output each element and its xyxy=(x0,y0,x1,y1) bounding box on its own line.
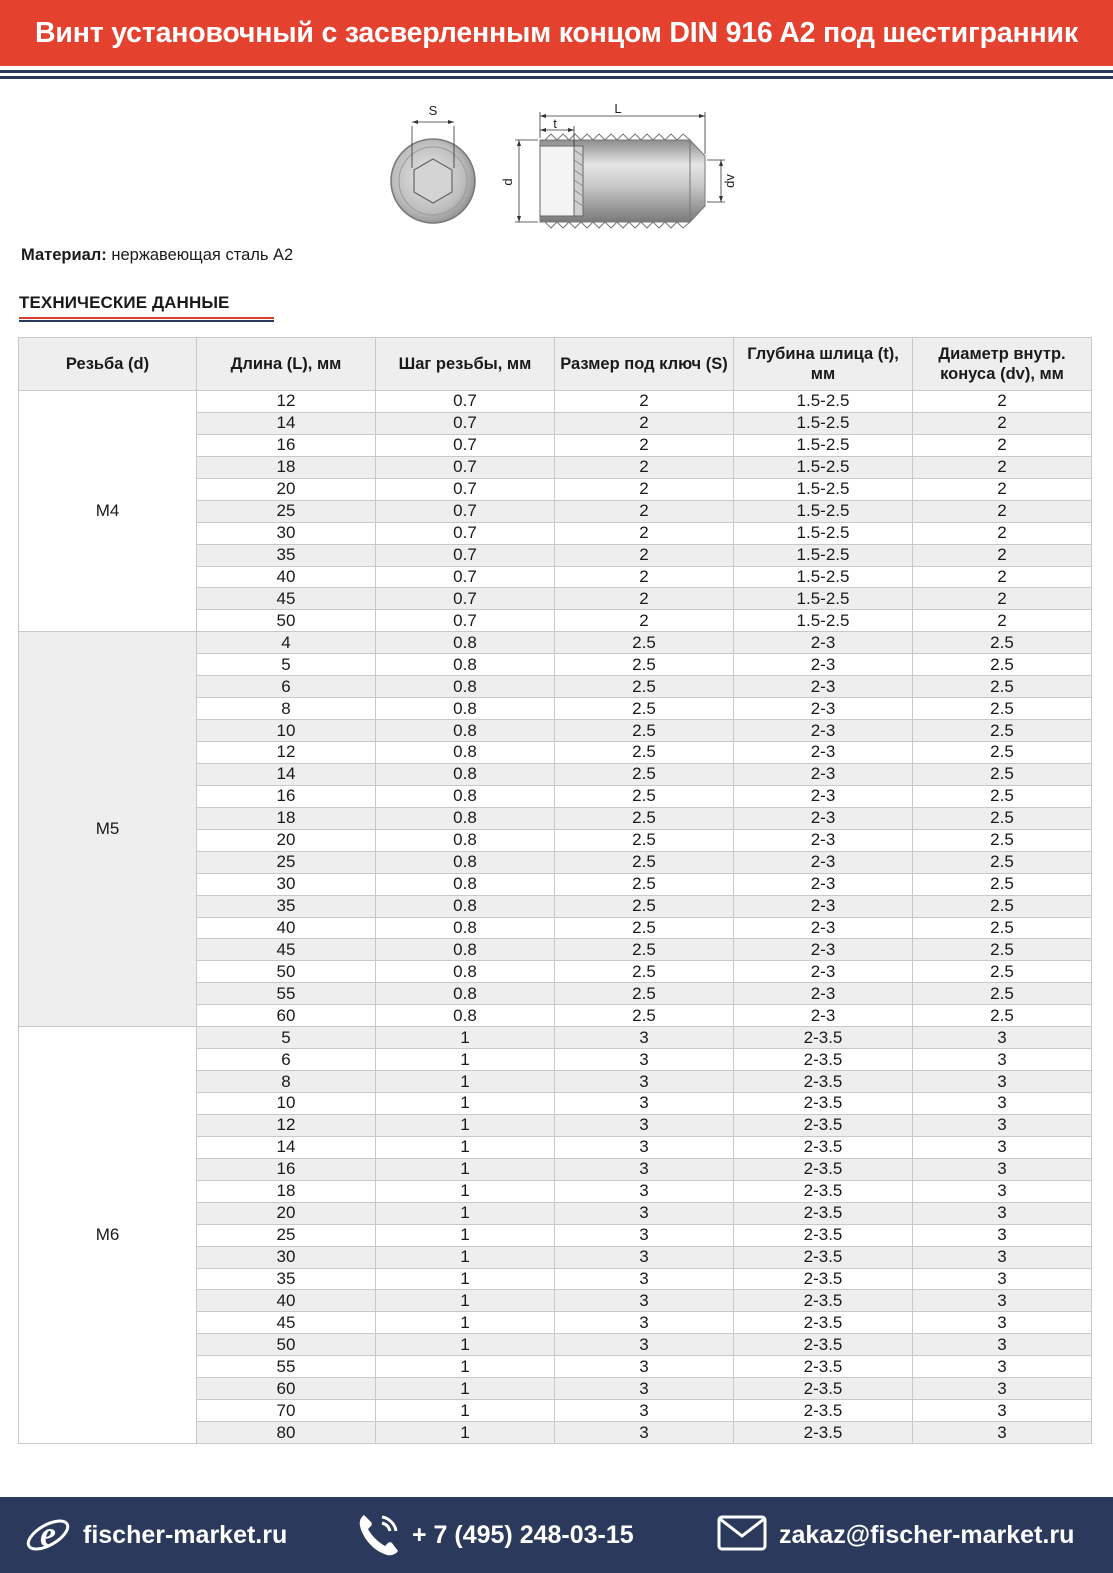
length-cell: 5 xyxy=(197,654,376,676)
length-cell: 25 xyxy=(197,1224,376,1246)
pitch-cell: 1 xyxy=(376,1093,555,1115)
pitch-cell: 0.7 xyxy=(376,610,555,632)
length-cell: 70 xyxy=(197,1400,376,1422)
slot-depth-cell: 2-3 xyxy=(734,851,913,873)
drawing-label-t: t xyxy=(553,116,557,131)
length-cell: 18 xyxy=(197,807,376,829)
cone-diameter-cell: 2.5 xyxy=(913,807,1092,829)
pitch-cell: 1 xyxy=(376,1114,555,1136)
cone-diameter-cell: 2.5 xyxy=(913,939,1092,961)
length-cell: 30 xyxy=(197,873,376,895)
header-stripe xyxy=(0,76,1113,79)
key-size-cell: 3 xyxy=(555,1136,734,1158)
phone-icon xyxy=(356,1511,402,1559)
length-cell: 12 xyxy=(197,391,376,413)
cone-diameter-cell: 3 xyxy=(913,1158,1092,1180)
length-cell: 10 xyxy=(197,1093,376,1115)
material-value: нержавеющая сталь А2 xyxy=(111,246,294,264)
slot-depth-cell: 2-3.5 xyxy=(734,1202,913,1224)
key-size-cell: 3 xyxy=(555,1027,734,1049)
pitch-cell: 0.8 xyxy=(376,785,555,807)
length-cell: 40 xyxy=(197,566,376,588)
pitch-cell: 1 xyxy=(376,1202,555,1224)
pitch-cell: 0.7 xyxy=(376,566,555,588)
slot-depth-cell: 2-3 xyxy=(734,763,913,785)
length-cell: 6 xyxy=(197,676,376,698)
cone-diameter-cell: 2 xyxy=(913,478,1092,500)
slot-depth-cell: 2-3.5 xyxy=(734,1422,913,1444)
pitch-cell: 0.8 xyxy=(376,829,555,851)
length-cell: 12 xyxy=(197,1114,376,1136)
key-size-cell: 3 xyxy=(555,1312,734,1334)
length-cell: 20 xyxy=(197,829,376,851)
slot-depth-cell: 2-3.5 xyxy=(734,1268,913,1290)
slot-depth-cell: 2-3.5 xyxy=(734,1114,913,1136)
pitch-cell: 0.8 xyxy=(376,632,555,654)
slot-depth-cell: 1.5-2.5 xyxy=(734,434,913,456)
table-row xyxy=(19,391,1092,413)
header-cone-diameter: Диаметр внутр. конуса (dv), мм xyxy=(913,338,1092,391)
slot-depth-cell: 2-3 xyxy=(734,676,913,698)
length-cell: 14 xyxy=(197,763,376,785)
cone-diameter-cell: 3 xyxy=(913,1334,1092,1356)
key-size-cell: 2 xyxy=(555,610,734,632)
cone-diameter-cell: 3 xyxy=(913,1136,1092,1158)
cone-diameter-cell: 2.5 xyxy=(913,1005,1092,1027)
pitch-cell: 0.8 xyxy=(376,807,555,829)
pitch-cell: 0.8 xyxy=(376,676,555,698)
pitch-cell: 0.7 xyxy=(376,412,555,434)
slot-depth-cell: 2-3.5 xyxy=(734,1224,913,1246)
cone-diameter-cell: 2 xyxy=(913,544,1092,566)
key-size-cell: 2 xyxy=(555,412,734,434)
material-label: Материал: xyxy=(21,246,107,264)
key-size-cell: 2.5 xyxy=(555,829,734,851)
length-cell: 20 xyxy=(197,1202,376,1224)
slot-depth-cell: 2-3.5 xyxy=(734,1093,913,1115)
pitch-cell: 0.8 xyxy=(376,917,555,939)
pitch-cell: 0.8 xyxy=(376,983,555,1005)
slot-depth-cell: 2-3 xyxy=(734,961,913,983)
cone-diameter-cell: 2.5 xyxy=(913,917,1092,939)
pitch-cell: 1 xyxy=(376,1312,555,1334)
slot-depth-cell: 2-3 xyxy=(734,742,913,764)
key-size-cell: 2.5 xyxy=(555,851,734,873)
key-size-cell: 2 xyxy=(555,566,734,588)
length-cell: 14 xyxy=(197,1136,376,1158)
slot-depth-cell: 2-3.5 xyxy=(734,1400,913,1422)
pitch-cell: 1 xyxy=(376,1400,555,1422)
slot-depth-cell: 2-3.5 xyxy=(734,1071,913,1093)
thread-size-cell: М6 xyxy=(19,1027,197,1444)
pitch-cell: 1 xyxy=(376,1224,555,1246)
key-size-cell: 3 xyxy=(555,1268,734,1290)
key-size-cell: 2.5 xyxy=(555,807,734,829)
length-cell: 8 xyxy=(197,1071,376,1093)
cone-diameter-cell: 2 xyxy=(913,391,1092,413)
slot-depth-cell: 2-3 xyxy=(734,983,913,1005)
length-cell: 50 xyxy=(197,1334,376,1356)
length-cell: 55 xyxy=(197,1356,376,1378)
pitch-cell: 1 xyxy=(376,1356,555,1378)
length-cell: 35 xyxy=(197,895,376,917)
pitch-cell: 0.7 xyxy=(376,588,555,610)
pitch-cell: 0.8 xyxy=(376,873,555,895)
length-cell: 60 xyxy=(197,1378,376,1400)
length-cell: 40 xyxy=(197,1290,376,1312)
cone-diameter-cell: 3 xyxy=(913,1378,1092,1400)
length-cell: 4 xyxy=(197,632,376,654)
slot-depth-cell: 2-3.5 xyxy=(734,1356,913,1378)
table-header-row xyxy=(19,338,1092,391)
length-cell: 14 xyxy=(197,412,376,434)
header-slot-depth: Глубина шлица (t), мм xyxy=(734,338,913,391)
cone-diameter-cell: 3 xyxy=(913,1071,1092,1093)
cone-diameter-cell: 3 xyxy=(913,1246,1092,1268)
length-cell: 35 xyxy=(197,1268,376,1290)
pitch-cell: 0.8 xyxy=(376,654,555,676)
slot-depth-cell: 2-3 xyxy=(734,873,913,895)
key-size-cell: 2.5 xyxy=(555,632,734,654)
cone-diameter-cell: 2 xyxy=(913,610,1092,632)
pitch-cell: 0.7 xyxy=(376,391,555,413)
key-size-cell: 3 xyxy=(555,1180,734,1202)
key-size-cell: 3 xyxy=(555,1246,734,1268)
key-size-cell: 2.5 xyxy=(555,654,734,676)
slot-depth-cell: 1.5-2.5 xyxy=(734,610,913,632)
pitch-cell: 0.7 xyxy=(376,478,555,500)
pitch-cell: 1 xyxy=(376,1049,555,1071)
key-size-cell: 3 xyxy=(555,1049,734,1071)
svg-text:e: e xyxy=(40,1514,56,1554)
table-body xyxy=(19,391,1092,1444)
length-cell: 35 xyxy=(197,544,376,566)
key-size-cell: 2 xyxy=(555,522,734,544)
cone-diameter-cell: 3 xyxy=(913,1312,1092,1334)
cone-diameter-cell: 2.5 xyxy=(913,873,1092,895)
cone-diameter-cell: 2 xyxy=(913,522,1092,544)
pitch-cell: 1 xyxy=(376,1290,555,1312)
slot-depth-cell: 1.5-2.5 xyxy=(734,478,913,500)
slot-depth-cell: 2-3 xyxy=(734,720,913,742)
length-cell: 25 xyxy=(197,851,376,873)
pitch-cell: 1 xyxy=(376,1422,555,1444)
end-view xyxy=(391,103,475,223)
pitch-cell: 0.7 xyxy=(376,522,555,544)
slot-depth-cell: 1.5-2.5 xyxy=(734,544,913,566)
cone-diameter-cell: 2.5 xyxy=(913,676,1092,698)
screw-drawing xyxy=(385,98,745,233)
slot-depth-cell: 2-3.5 xyxy=(734,1136,913,1158)
pitch-cell: 1 xyxy=(376,1268,555,1290)
cone-diameter-cell: 2.5 xyxy=(913,851,1092,873)
slot-depth-cell: 1.5-2.5 xyxy=(734,391,913,413)
pitch-cell: 0.8 xyxy=(376,1005,555,1027)
slot-depth-cell: 1.5-2.5 xyxy=(734,456,913,478)
key-size-cell: 2.5 xyxy=(555,785,734,807)
pitch-cell: 0.8 xyxy=(376,961,555,983)
cone-diameter-cell: 2.5 xyxy=(913,632,1092,654)
length-cell: 18 xyxy=(197,456,376,478)
slot-depth-cell: 2-3.5 xyxy=(734,1246,913,1268)
pitch-cell: 0.7 xyxy=(376,544,555,566)
pitch-cell: 0.8 xyxy=(376,939,555,961)
key-size-cell: 3 xyxy=(555,1202,734,1224)
slot-depth-cell: 2-3 xyxy=(734,632,913,654)
key-size-cell: 2 xyxy=(555,391,734,413)
cone-diameter-cell: 3 xyxy=(913,1422,1092,1444)
slot-depth-cell: 1.5-2.5 xyxy=(734,412,913,434)
length-cell: 30 xyxy=(197,522,376,544)
key-size-cell: 2.5 xyxy=(555,698,734,720)
key-size-cell: 3 xyxy=(555,1114,734,1136)
thread-size-cell: М4 xyxy=(19,391,197,632)
key-size-cell: 2.5 xyxy=(555,939,734,961)
side-view xyxy=(500,101,737,228)
cone-diameter-cell: 2 xyxy=(913,412,1092,434)
key-size-cell: 2 xyxy=(555,544,734,566)
cone-diameter-cell: 3 xyxy=(913,1202,1092,1224)
pitch-cell: 0.8 xyxy=(376,763,555,785)
key-size-cell: 2 xyxy=(555,456,734,478)
header-length: Длина (L), мм xyxy=(197,338,376,391)
mail-icon xyxy=(717,1515,767,1551)
slot-depth-cell: 2-3 xyxy=(734,829,913,851)
key-size-cell: 2.5 xyxy=(555,720,734,742)
header-pitch: Шаг резьбы, мм xyxy=(376,338,555,391)
slot-depth-cell: 2-3 xyxy=(734,917,913,939)
material-line xyxy=(21,246,293,265)
slot-depth-cell: 2-3 xyxy=(734,654,913,676)
key-size-cell: 2 xyxy=(555,500,734,522)
slot-depth-cell: 2-3 xyxy=(734,1005,913,1027)
length-cell: 20 xyxy=(197,478,376,500)
length-cell: 18 xyxy=(197,1180,376,1202)
key-size-cell: 2.5 xyxy=(555,895,734,917)
cone-diameter-cell: 2.5 xyxy=(913,829,1092,851)
length-cell: 10 xyxy=(197,720,376,742)
header-key-size: Размер под ключ (S) xyxy=(555,338,734,391)
key-size-cell: 2 xyxy=(555,434,734,456)
slot-depth-cell: 2-3.5 xyxy=(734,1312,913,1334)
slot-depth-cell: 2-3 xyxy=(734,785,913,807)
length-cell: 40 xyxy=(197,917,376,939)
cone-diameter-cell: 3 xyxy=(913,1027,1092,1049)
pitch-cell: 1 xyxy=(376,1071,555,1093)
slot-depth-cell: 2-3 xyxy=(734,807,913,829)
browser-e-icon xyxy=(22,1509,74,1561)
cone-diameter-cell: 2 xyxy=(913,588,1092,610)
key-size-cell: 2.5 xyxy=(555,961,734,983)
pitch-cell: 0.8 xyxy=(376,698,555,720)
table-row xyxy=(19,1027,1092,1049)
cone-diameter-cell: 2.5 xyxy=(913,895,1092,917)
key-size-cell: 2.5 xyxy=(555,917,734,939)
cone-diameter-cell: 2.5 xyxy=(913,698,1092,720)
spec-table xyxy=(18,337,1092,1444)
pitch-cell: 0.8 xyxy=(376,851,555,873)
cone-diameter-cell: 2.5 xyxy=(913,983,1092,1005)
cone-diameter-cell: 2 xyxy=(913,434,1092,456)
pitch-cell: 0.8 xyxy=(376,742,555,764)
key-size-cell: 3 xyxy=(555,1224,734,1246)
cone-diameter-cell: 3 xyxy=(913,1093,1092,1115)
key-size-cell: 3 xyxy=(555,1422,734,1444)
drawing-label-d: d xyxy=(500,178,515,186)
section-underline xyxy=(19,320,274,322)
cone-diameter-cell: 2 xyxy=(913,456,1092,478)
pitch-cell: 1 xyxy=(376,1378,555,1400)
slot-depth-cell: 1.5-2.5 xyxy=(734,522,913,544)
length-cell: 16 xyxy=(197,434,376,456)
key-size-cell: 2.5 xyxy=(555,742,734,764)
length-cell: 50 xyxy=(197,961,376,983)
slot-depth-cell: 1.5-2.5 xyxy=(734,500,913,522)
length-cell: 60 xyxy=(197,1005,376,1027)
cone-diameter-cell: 3 xyxy=(913,1290,1092,1312)
pitch-cell: 1 xyxy=(376,1334,555,1356)
slot-depth-cell: 2-3 xyxy=(734,895,913,917)
slot-depth-cell: 2-3.5 xyxy=(734,1049,913,1071)
pitch-cell: 0.7 xyxy=(376,456,555,478)
slot-depth-cell: 2-3.5 xyxy=(734,1180,913,1202)
pitch-cell: 1 xyxy=(376,1136,555,1158)
key-size-cell: 3 xyxy=(555,1290,734,1312)
key-size-cell: 3 xyxy=(555,1334,734,1356)
page-title: Винт установочный с засверленным концом DIN 916 A2 под шестигранник xyxy=(35,17,1078,49)
key-size-cell: 2.5 xyxy=(555,873,734,895)
pitch-cell: 1 xyxy=(376,1158,555,1180)
cone-diameter-cell: 3 xyxy=(913,1400,1092,1422)
length-cell: 30 xyxy=(197,1246,376,1268)
slot-depth-cell: 2-3 xyxy=(734,698,913,720)
length-cell: 45 xyxy=(197,588,376,610)
length-cell: 55 xyxy=(197,983,376,1005)
drawing-label-l: L xyxy=(614,101,622,116)
cone-diameter-cell: 3 xyxy=(913,1356,1092,1378)
length-cell: 5 xyxy=(197,1027,376,1049)
cone-diameter-cell: 2 xyxy=(913,566,1092,588)
length-cell: 16 xyxy=(197,785,376,807)
footer-phone[interactable]: + 7 (495) 248-03-15 xyxy=(412,1521,634,1549)
key-size-cell: 3 xyxy=(555,1158,734,1180)
cone-diameter-cell: 2.5 xyxy=(913,961,1092,983)
length-cell: 80 xyxy=(197,1422,376,1444)
section-underline xyxy=(19,317,274,319)
cone-diameter-cell: 3 xyxy=(913,1224,1092,1246)
key-size-cell: 3 xyxy=(555,1356,734,1378)
pitch-cell: 0.7 xyxy=(376,434,555,456)
cone-diameter-cell: 2.5 xyxy=(913,654,1092,676)
cone-diameter-cell: 2.5 xyxy=(913,785,1092,807)
footer-email[interactable]: zakaz@fischer-market.ru xyxy=(779,1521,1075,1549)
key-size-cell: 3 xyxy=(555,1093,734,1115)
cone-diameter-cell: 2.5 xyxy=(913,720,1092,742)
cone-diameter-cell: 2.5 xyxy=(913,742,1092,764)
pitch-cell: 0.7 xyxy=(376,500,555,522)
length-cell: 12 xyxy=(197,742,376,764)
key-size-cell: 2 xyxy=(555,478,734,500)
key-size-cell: 3 xyxy=(555,1400,734,1422)
pitch-cell: 1 xyxy=(376,1246,555,1268)
cone-diameter-cell: 3 xyxy=(913,1268,1092,1290)
length-cell: 16 xyxy=(197,1158,376,1180)
drawing-label-dv: dv xyxy=(722,174,737,188)
key-size-cell: 2.5 xyxy=(555,763,734,785)
slot-depth-cell: 1.5-2.5 xyxy=(734,588,913,610)
length-cell: 25 xyxy=(197,500,376,522)
key-size-cell: 2 xyxy=(555,588,734,610)
pitch-cell: 0.8 xyxy=(376,895,555,917)
key-size-cell: 2.5 xyxy=(555,1005,734,1027)
pitch-cell: 0.8 xyxy=(376,720,555,742)
slot-depth-cell: 2-3.5 xyxy=(734,1027,913,1049)
slot-depth-cell: 1.5-2.5 xyxy=(734,566,913,588)
footer-website[interactable]: fischer-market.ru xyxy=(83,1521,288,1549)
length-cell: 45 xyxy=(197,1312,376,1334)
slot-depth-cell: 2-3.5 xyxy=(734,1378,913,1400)
length-cell: 50 xyxy=(197,610,376,632)
cone-diameter-cell: 3 xyxy=(913,1049,1092,1071)
length-cell: 45 xyxy=(197,939,376,961)
length-cell: 8 xyxy=(197,698,376,720)
slot-depth-cell: 2-3.5 xyxy=(734,1158,913,1180)
cone-diameter-cell: 3 xyxy=(913,1180,1092,1202)
cone-diameter-cell: 2.5 xyxy=(913,763,1092,785)
slot-depth-cell: 2-3.5 xyxy=(734,1334,913,1356)
cone-diameter-cell: 2 xyxy=(913,500,1092,522)
pitch-cell: 1 xyxy=(376,1180,555,1202)
table-row xyxy=(19,632,1092,654)
key-size-cell: 2.5 xyxy=(555,676,734,698)
pitch-cell: 1 xyxy=(376,1027,555,1049)
header-thread: Резьба (d) xyxy=(19,338,197,391)
length-cell: 6 xyxy=(197,1049,376,1071)
cone-diameter-cell: 3 xyxy=(913,1114,1092,1136)
key-size-cell: 3 xyxy=(555,1378,734,1400)
slot-depth-cell: 2-3 xyxy=(734,939,913,961)
key-size-cell: 3 xyxy=(555,1071,734,1093)
key-size-cell: 2.5 xyxy=(555,983,734,1005)
drawing-label-s: S xyxy=(428,103,438,118)
section-title: ТЕХНИЧЕСКИЕ ДАННЫЕ xyxy=(19,293,230,312)
thread-size-cell: М5 xyxy=(19,632,197,1027)
slot-depth-cell: 2-3.5 xyxy=(734,1290,913,1312)
